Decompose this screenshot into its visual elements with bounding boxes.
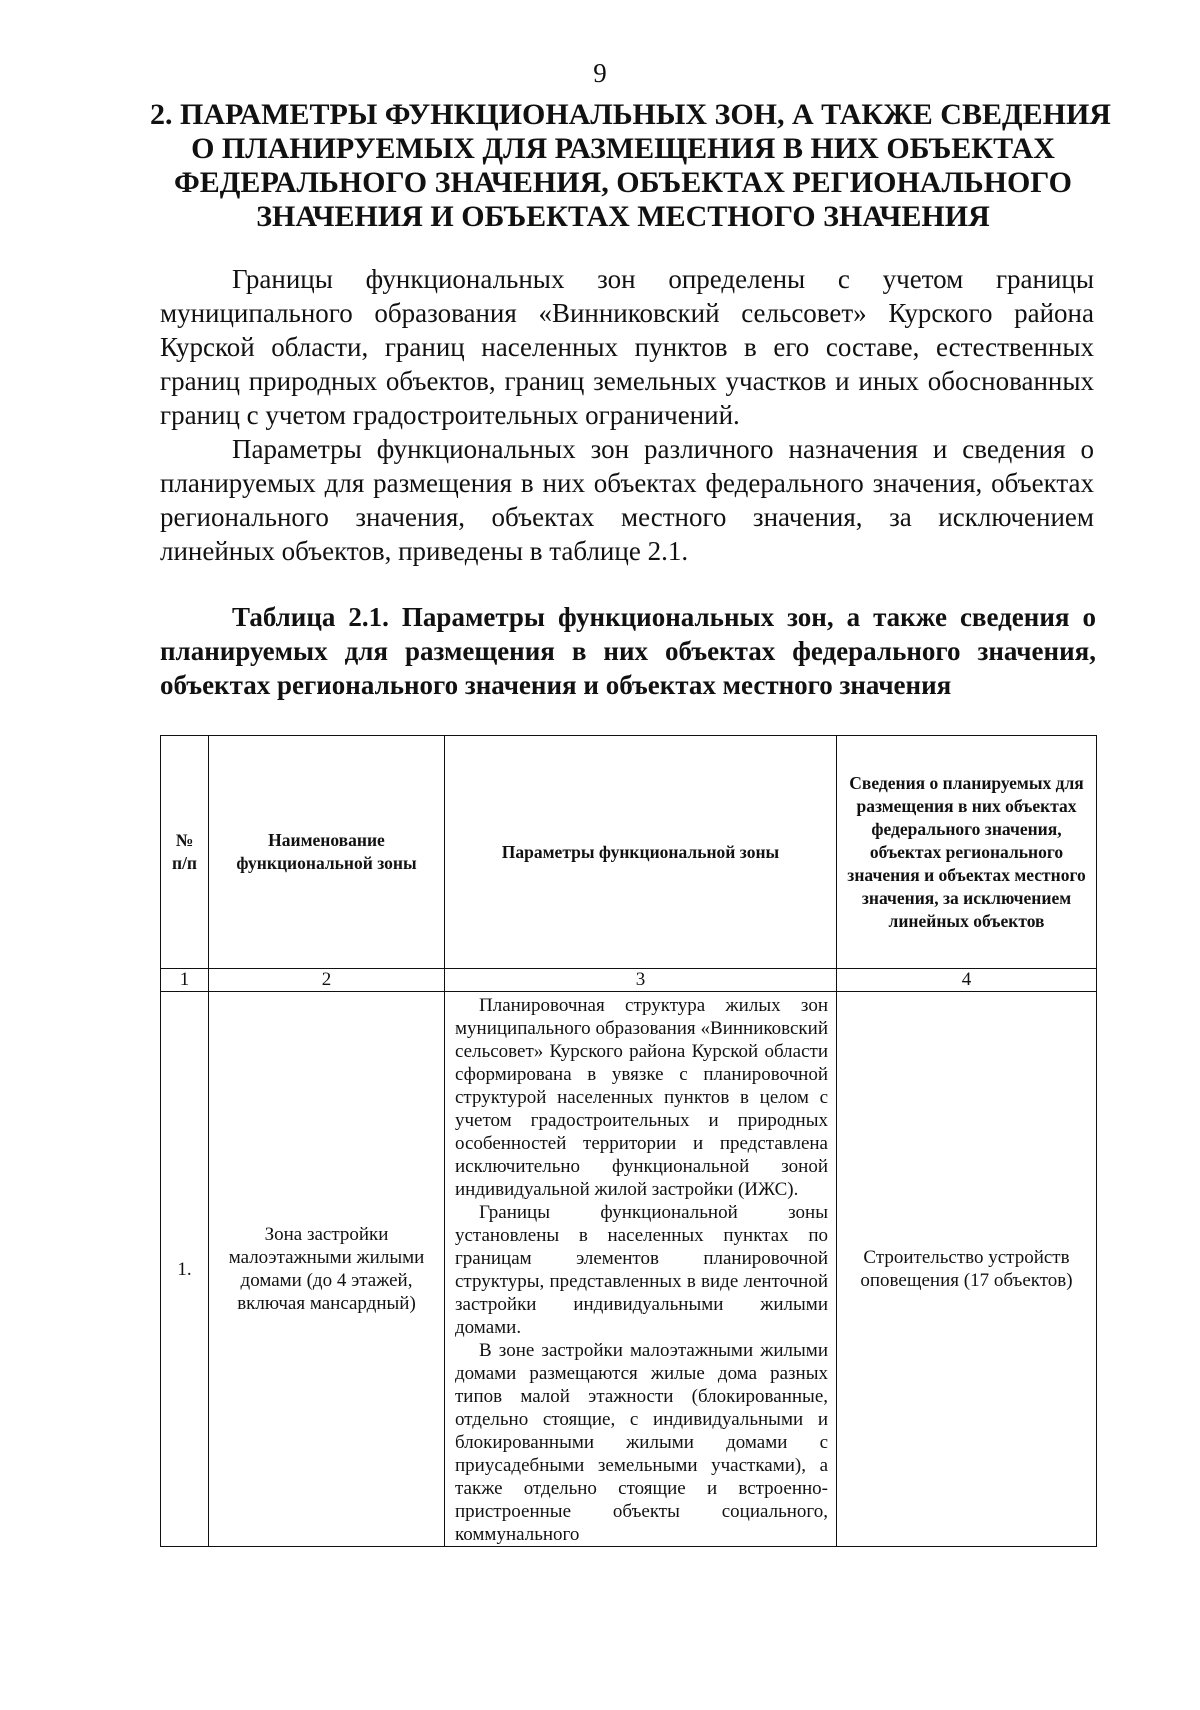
section-heading-line: 2. ПАРАМЕТРЫ ФУНКЦИОНАЛЬНЫХ ЗОН, А ТАКЖЕ СВЕДЕНИЯ <box>150 98 1111 131</box>
row-zone-name: Зона застройки малоэтажными жилыми домами (до 4 этажей, включая мансардный) <box>209 992 445 1547</box>
column-number: 1 <box>161 969 209 992</box>
row-planned-objects: Строительство устройств оповещения (17 объектов) <box>837 992 1097 1547</box>
section-heading-line: ЗНАЧЕНИЯ И ОБЪЕКТАХ МЕСТНОГО ЗНАЧЕНИЯ <box>256 200 990 233</box>
table-caption: Таблица 2.1. Параметры функциональных зон, а также сведения о планируемых для размещения в них объектах федерального значения, объектах регионального значения и объектах местного значения <box>160 602 1096 700</box>
zones-table <box>160 735 1097 1547</box>
header-parameters: Параметры функциональной зоны <box>445 736 837 969</box>
column-number: 3 <box>445 969 837 992</box>
header-zone-name: Наименование функциональной зоны <box>209 736 445 969</box>
column-number: 2 <box>209 969 445 992</box>
paragraph-zone-parameters: Параметры функциональных зон различного назначения и сведения о планируемых для размещения в них объектах федерального значения, объектах регионального значения, объектах местного значения, за исключением линейных объектов, приведены в таблице 2.1. <box>160 434 1094 566</box>
body-text <box>160 262 1094 568</box>
page-number: 9 <box>593 58 607 88</box>
row-number: 1. <box>161 992 209 1547</box>
section-heading-line: ФЕДЕРАЛЬНОГО ЗНАЧЕНИЯ, ОБЪЕКТАХ РЕГИОНАЛЬНОГО <box>174 166 1072 199</box>
header-number: № п/п <box>161 736 209 969</box>
column-number: 4 <box>837 969 1097 992</box>
row-parameters <box>445 992 837 1547</box>
parameters-paragraph: Границы функциональной зоны установлены в населенных пунктах по границам элементов планировочной структуры, представленных в виде ленточной застройки индивидуальными жилыми домами. <box>455 1202 828 1338</box>
table-header-row <box>161 736 1097 969</box>
header-planned-objects: Сведения о планируемых для размещения в них объектах федерального значения, объектах регионального значения и объектах местного значения, за исключением линейных объектов <box>837 736 1097 969</box>
paragraph-zone-boundaries: Границы функциональных зон определены с учетом границы муниципального образования «Винниковский сельсовет» Курского района Курской области, границ населенных пунктов в его составе, естественных границ природных объектов, границ земельных участков и иных обоснованных границ с учетом градостроительных ограничений. <box>160 264 1094 430</box>
parameters-paragraph: Планировочная структура жилых зон муниципального образования «Винниковский сельсовет» Курского района Курской области сформирована в увязке с планировочной структурой населенных пунктов в целом с учетом градостроительных и природных особенностей территории и представлена исключительно функциональной зоной индивидуальной жилой застройки (ИЖС). <box>455 995 828 1200</box>
parameters-paragraph: В зоне застройки малоэтажными жилыми домами размещаются жилые дома разных типов малой этажности (блокированные, отдельно стоящие, с индивидуальными и блокированными жилыми домами с приусадебными земельными участками), а также отдельно стоящие и встроенно-пристроенные объекты социального, коммунального <box>455 1340 828 1545</box>
section-heading-line: О ПЛАНИРУЕМЫХ ДЛЯ РАЗМЕЩЕНИЯ В НИХ ОБЪЕКТАХ <box>191 132 1055 165</box>
section-heading <box>150 98 1111 234</box>
table-row <box>161 992 1097 1547</box>
table-column-numbers-row <box>161 969 1097 992</box>
